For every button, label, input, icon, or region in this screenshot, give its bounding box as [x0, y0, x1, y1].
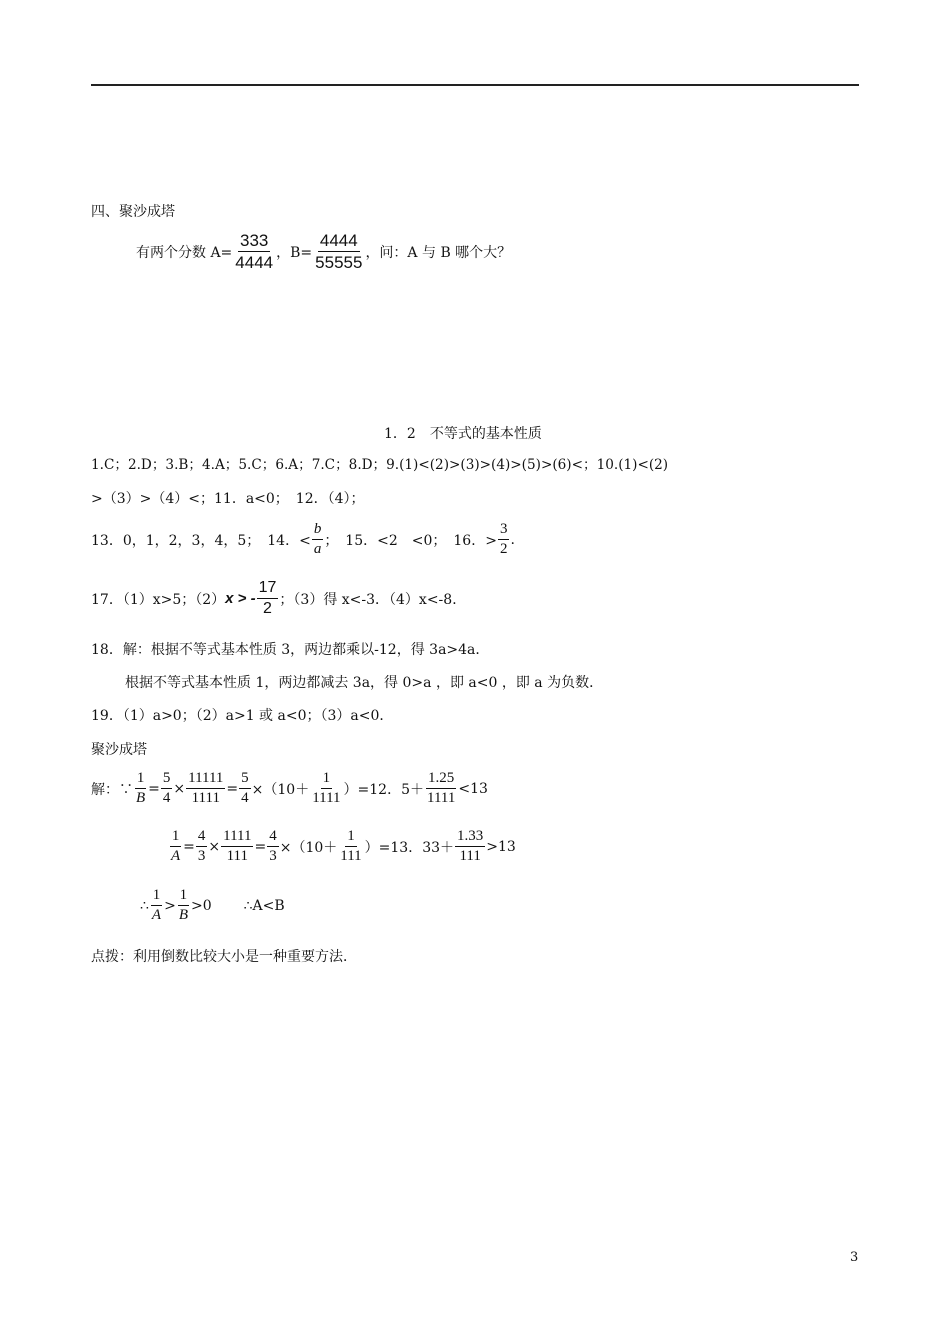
equals: =: [254, 838, 267, 855]
fraction: [267, 829, 279, 864]
equals: =: [148, 780, 160, 797]
tip-line: 点拨：利用倒数比较大小是一种重要方法．: [91, 949, 357, 965]
numerator: 11111: [186, 771, 225, 789]
denominator: A: [151, 907, 162, 923]
fraction: [455, 829, 485, 864]
therefore-symbol: ∴: [140, 897, 149, 914]
answer-line-5: 18．解：根据不等式基本性质 3，两边都乘以-12，得 3a>4a．: [91, 642, 490, 658]
fraction: [161, 771, 173, 806]
solution-line-2: [168, 829, 516, 864]
x-greater-minus: x > -: [225, 590, 256, 607]
answers-heading: 1．2 不等式的基本性质: [384, 426, 542, 442]
greater-than: >: [164, 897, 176, 914]
denominator: 3: [197, 848, 206, 864]
solution-line-3: [140, 888, 285, 923]
times: ×: [173, 780, 186, 797]
question-line: [136, 232, 511, 271]
numerator: 1: [321, 771, 333, 789]
fraction-b-numerator: 4444: [319, 231, 358, 250]
sol1-prefix: 解：∵: [91, 781, 133, 798]
numerator: 1.33: [455, 829, 485, 847]
denominator: B: [178, 907, 188, 923]
solution-line-1: [91, 771, 488, 806]
sol3-conclusion: ∴A<B: [243, 897, 285, 914]
equals: =: [183, 838, 195, 855]
sol2-middle: ）=13．33＋: [364, 839, 455, 856]
fraction-b: [313, 232, 364, 271]
answer-line-1: 1.C；2.D；3.B；4.A；5.C；6.A；7.C；8.D；9.(1)<(2)>(3)>(4)>(5)>(6)<；10.(1)<(2): [91, 457, 669, 473]
fraction-17-over-2: [257, 580, 279, 617]
fraction-denominator: a: [313, 541, 322, 557]
denominator: 1111: [312, 790, 341, 806]
numerator: 1: [135, 771, 147, 789]
sol3-end: >0: [191, 897, 212, 914]
numerator: 5: [239, 771, 251, 789]
numerator: 1.25: [426, 771, 456, 789]
numerator: 1: [151, 888, 163, 906]
section-title: 四、聚沙成塔: [91, 204, 175, 220]
fraction-numerator: 17: [257, 580, 279, 599]
denominator: 1111: [427, 790, 456, 806]
denominator: 111: [459, 848, 481, 864]
answer-line-3: [91, 522, 515, 557]
answer-line-4: [91, 580, 466, 617]
denominator: 3: [269, 848, 277, 864]
line4-post: ；（3）得 x<-3．（4）x<-8．: [279, 591, 467, 608]
denominator: 111: [226, 848, 248, 864]
equals: =: [226, 780, 239, 797]
line3-middle: ； 15．<2 <0； 16．>: [324, 532, 497, 549]
fraction-denominator: 2: [263, 600, 272, 617]
fraction: [150, 888, 163, 923]
numerator: 4: [196, 829, 208, 847]
fraction: [338, 829, 363, 864]
denominator: 1111: [191, 790, 220, 806]
fraction: [177, 888, 190, 923]
answer-line-2: >（3）>（4）<；11．a<0； 12．（4）；: [91, 491, 365, 507]
fraction: [169, 829, 182, 864]
denominator: A: [171, 848, 181, 864]
header-rule: [91, 84, 859, 86]
fraction: [186, 771, 225, 806]
fraction-3-over-2: [498, 522, 510, 557]
fraction-denominator: 2: [499, 541, 508, 557]
line3-end: .: [510, 531, 515, 548]
numerator: 1111: [221, 829, 253, 847]
numerator: 4: [267, 829, 279, 847]
line4-prefix: 17．（1）x>5；（2）: [91, 591, 226, 608]
fraction-a: [233, 232, 275, 271]
fraction: [221, 829, 253, 864]
sol1-middle: ）=12．5＋: [343, 781, 424, 798]
fraction-a-numerator: 333: [240, 231, 269, 250]
fraction: [310, 771, 342, 806]
fraction-a-denominator: 4444: [235, 253, 274, 272]
fraction-b-denominator: 55555: [315, 253, 363, 272]
fraction: [425, 771, 457, 806]
answer-line-7: 19．（1）a>0；（2）a>1 或 a<0；（3）a<0．: [91, 708, 394, 724]
times: ×: [208, 838, 221, 855]
numerator: 1: [345, 829, 357, 847]
times-paren: ×（10＋: [251, 781, 310, 798]
numerator: 5: [161, 771, 173, 789]
sol2-end: >13: [486, 838, 516, 855]
numerator: 1: [170, 829, 182, 847]
denominator: 4: [162, 790, 171, 806]
page-number: 3: [850, 1250, 859, 1265]
answer-line-6: 根据不等式基本性质 1，两边都减去 3a，得 0>a ，即 a<0 ，即 a 为负数．: [125, 675, 604, 691]
fraction-b-over-a: [312, 522, 324, 557]
fraction: [134, 771, 147, 806]
numerator: 1: [178, 888, 190, 906]
sol1-end: <13: [458, 780, 488, 797]
answer-line-8: 聚沙成塔: [91, 742, 147, 758]
fraction: [196, 829, 208, 864]
times-paren: ×（10＋: [279, 839, 338, 856]
denominator: B: [136, 790, 146, 806]
question-prefix: 有两个分数 A=: [136, 244, 233, 261]
denominator: 4: [241, 790, 249, 806]
b-label: ，B=: [276, 244, 313, 261]
fraction-numerator: b: [312, 522, 324, 540]
denominator: 111: [340, 848, 362, 864]
fraction: [239, 771, 251, 806]
question-suffix: ，问：A 与 B 哪个大？: [365, 244, 512, 261]
fraction-numerator: 3: [498, 522, 510, 540]
line3-prefix: 13．0，1，2，3，4，5； 14．<: [91, 532, 311, 549]
